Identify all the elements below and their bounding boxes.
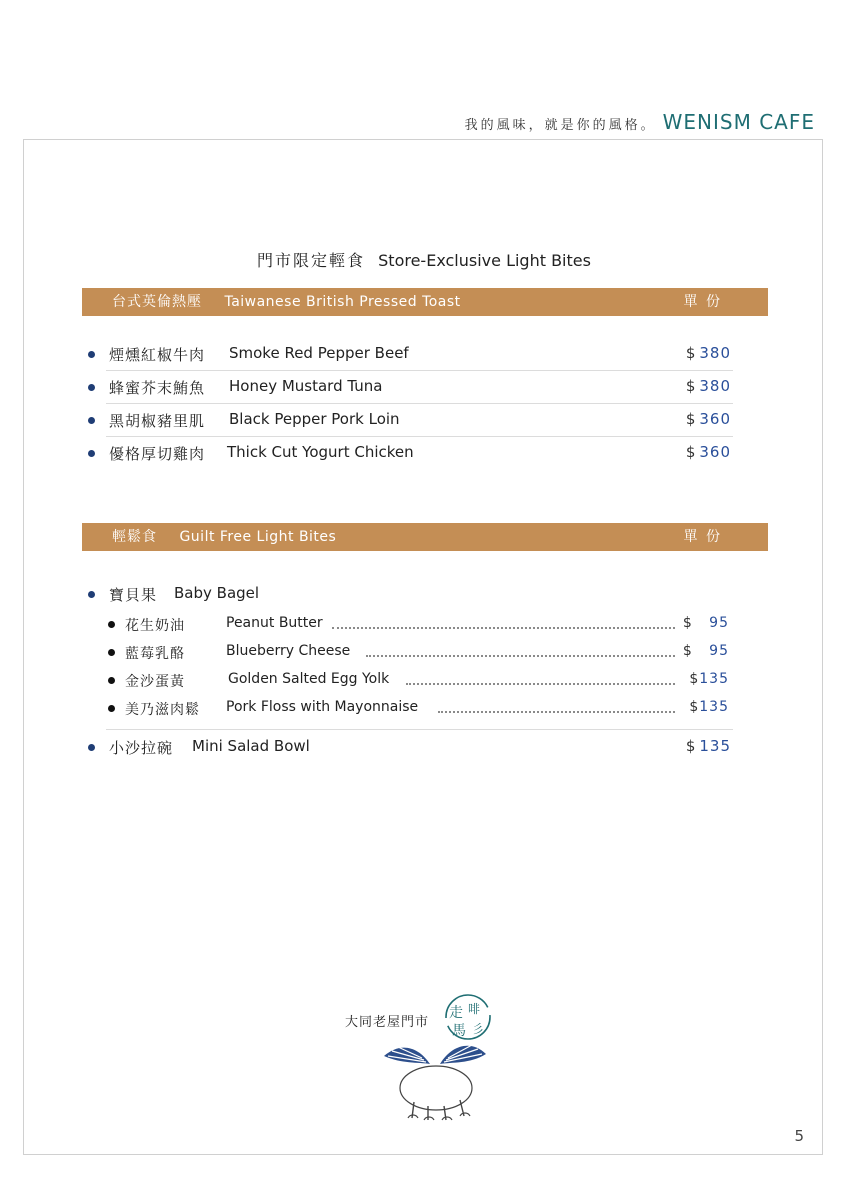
brand-logo-text: WENISM CAFE: [662, 110, 815, 134]
item-name-zh: 黑胡椒豬里肌: [109, 412, 206, 430]
menu-item: [88, 404, 733, 437]
option-price: $ 95: [682, 615, 729, 631]
option-name-zh: 藍莓乳酪: [125, 646, 185, 662]
item-name-zh: 寶貝果: [109, 586, 158, 604]
option-price: $ 95: [682, 643, 729, 659]
page-number: 5: [794, 1127, 804, 1145]
item-price: $ 360: [685, 443, 731, 461]
item-name-zh: 優格厚切雞肉: [109, 445, 206, 463]
option-name-en: Peanut Butter: [226, 615, 323, 631]
dot-leader: [438, 711, 675, 713]
item-price: $ 380: [685, 344, 731, 362]
option-name-en: Blueberry Cheese: [226, 643, 351, 659]
item-name-en: Black Pepper Pork Loin: [229, 410, 400, 428]
menu-item-bagel: [88, 578, 733, 611]
option-name-en: Golden Salted Egg Yolk: [228, 671, 390, 687]
dot-leader: [406, 683, 675, 685]
svg-text:走: 走: [449, 1005, 463, 1021]
svg-text:馬: 馬: [452, 1023, 466, 1039]
page-title: [0, 248, 848, 271]
menu-item: [88, 371, 733, 404]
svg-text:啡: 啡: [468, 1002, 481, 1016]
option-price: $135: [689, 699, 729, 715]
item-price: $ 135: [685, 737, 731, 755]
bullet-icon: [88, 351, 95, 358]
bagel-option: [108, 667, 733, 695]
item-name-zh: 蜂蜜芥末鮪魚: [109, 379, 206, 397]
unit-label: 單 份: [683, 294, 722, 310]
menu-item: [88, 338, 733, 371]
option-name-zh: 美乃滋肉鬆: [125, 702, 200, 718]
item-name-en: Baby Bagel: [174, 584, 260, 602]
page-title-zh: 門市限定輕食: [257, 251, 366, 270]
bullet-icon: [108, 621, 115, 628]
page-title-en: Store-Exclusive Light Bites: [378, 251, 591, 270]
section-title-zh: 台式英倫熱壓: [112, 294, 202, 310]
slogan: 我的風味，就是你的風格。: [464, 118, 657, 133]
bullet-icon: [88, 384, 95, 391]
dot-leader: [366, 655, 675, 657]
bullet-icon: [88, 744, 95, 751]
item-name-en: Mini Salad Bowl: [192, 737, 310, 755]
item-price: $ 380: [685, 377, 731, 395]
divider: [106, 729, 733, 730]
bullet-icon: [108, 649, 115, 656]
item-name-zh: 小沙拉碗: [109, 739, 174, 757]
option-name-zh: 金沙蛋黃: [125, 674, 185, 690]
option-price: $135: [689, 671, 729, 687]
section-title-en: Guilt Free Light Bites: [179, 529, 337, 545]
menu-item: [88, 437, 733, 470]
menu-item-salad: [88, 731, 733, 764]
item-price: $ 360: [685, 410, 731, 428]
header-tagline: [465, 110, 815, 134]
flying-horse-mascot-icon: [380, 1034, 490, 1122]
section-title-zh: 輕鬆食: [112, 529, 157, 545]
bullet-icon: [88, 450, 95, 457]
svg-text:彡: 彡: [472, 1022, 485, 1036]
bullet-icon: [88, 591, 95, 598]
bagel-option: [108, 695, 733, 723]
bullet-icon: [108, 677, 115, 684]
item-name-en: Thick Cut Yogurt Chicken: [227, 443, 414, 461]
option-name-zh: 花生奶油: [125, 618, 185, 634]
item-name-en: Honey Mustard Tuna: [229, 377, 383, 395]
dot-leader: [332, 627, 675, 629]
bullet-icon: [88, 417, 95, 424]
section-title-en: Taiwanese British Pressed Toast: [224, 294, 461, 310]
unit-label: 單 份: [683, 529, 722, 545]
bagel-option: [108, 611, 733, 639]
section-header-light-bites: [82, 523, 768, 551]
bagel-option: [108, 639, 733, 667]
bullet-icon: [108, 705, 115, 712]
item-name-en: Smoke Red Pepper Beef: [229, 344, 409, 362]
option-name-en: Pork Floss with Mayonnaise: [226, 699, 419, 715]
store-name: 大同老屋門市: [345, 1015, 430, 1030]
item-name-zh: 煙燻紅椒牛肉: [109, 346, 206, 364]
section-header-pressed-toast: [82, 288, 768, 316]
